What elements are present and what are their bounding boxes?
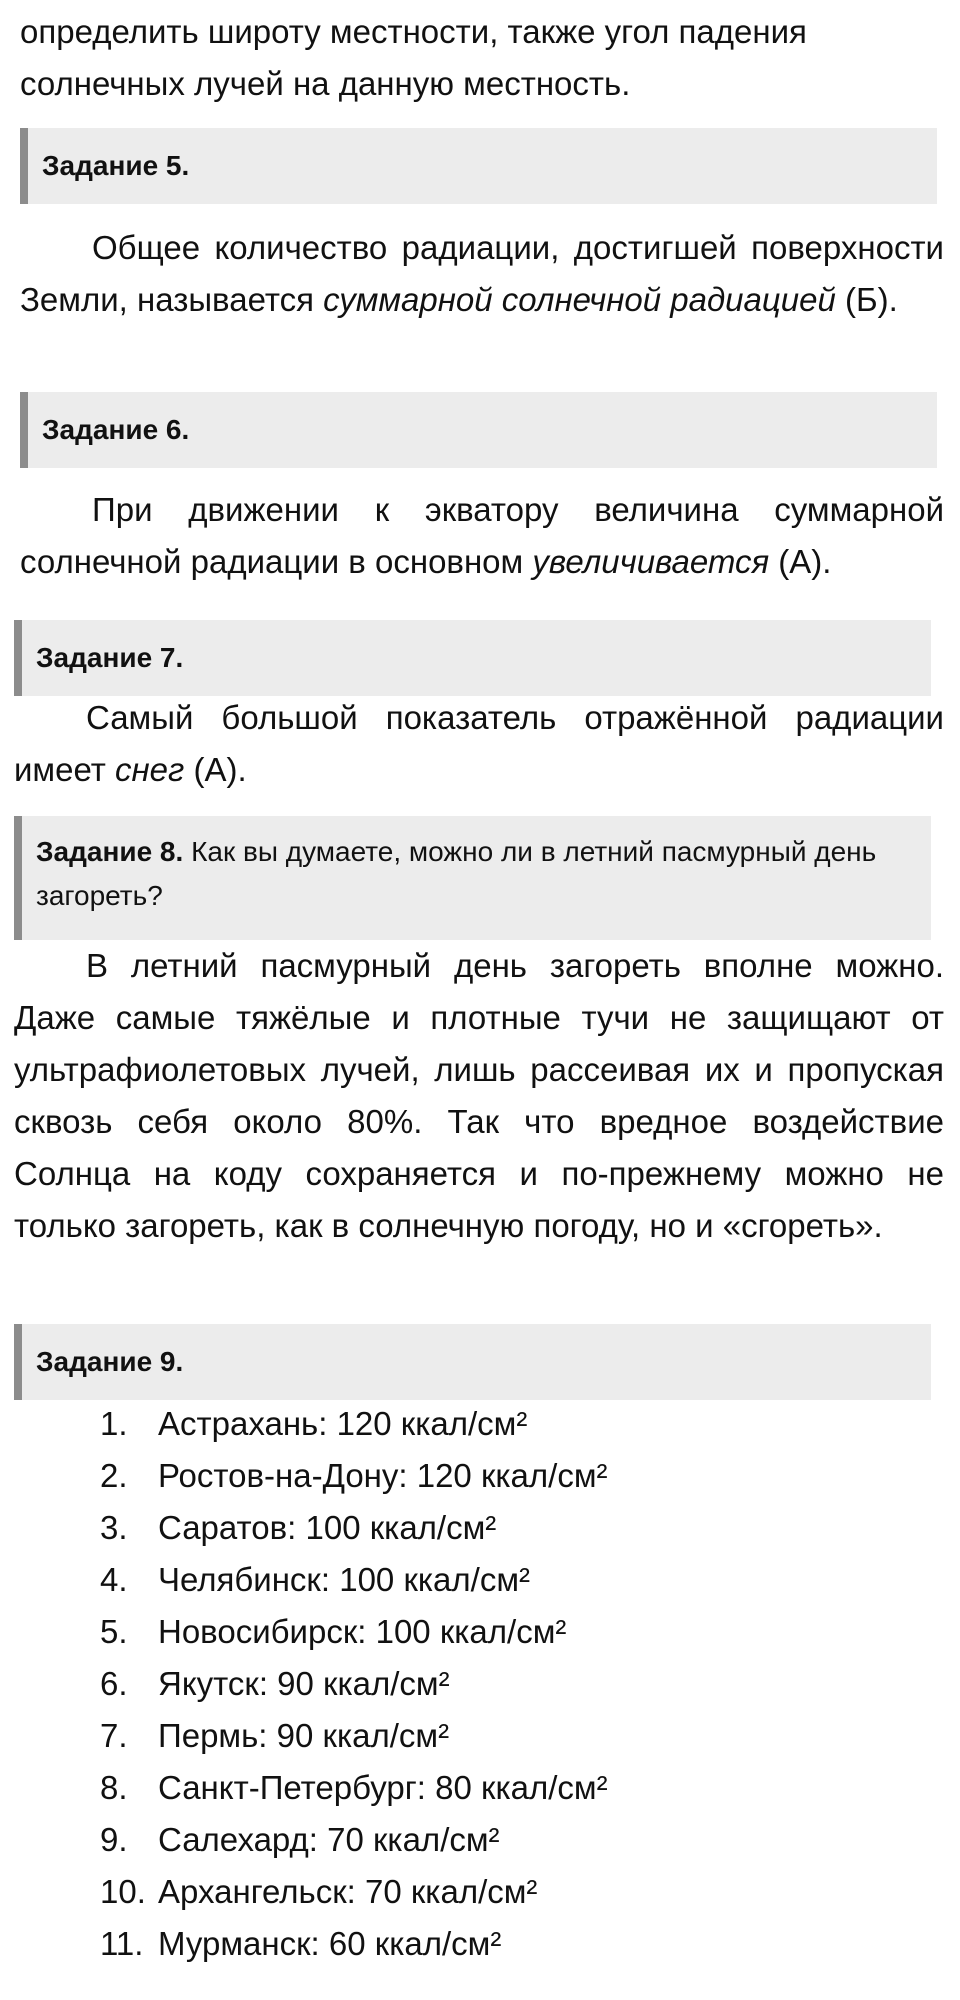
task-7-answer-option: (А). xyxy=(184,751,247,788)
task-5-answer-emphasis: суммарной солнечной радиацией xyxy=(323,281,836,318)
list-item-number: 2. xyxy=(100,1457,128,1494)
list-item-number: 11. xyxy=(100,1925,144,1962)
list-item-number: 1. xyxy=(100,1405,128,1442)
list-item-number: 5. xyxy=(100,1613,128,1650)
task-7-label: Задание 7. xyxy=(36,642,184,673)
list-item-text: Архангельск: 70 ккал/см² xyxy=(158,1873,538,1910)
list-item-number: 7. xyxy=(100,1717,128,1754)
task-7-header xyxy=(14,620,931,696)
list-item-text: Челябинск: 100 ккал/см² xyxy=(158,1561,530,1598)
task-7-answer-emphasis: снег xyxy=(115,751,185,788)
task-6-header xyxy=(20,392,937,468)
list-item-text: Салехард: 70 ккал/см² xyxy=(158,1821,500,1858)
list-item-number: 10. xyxy=(100,1873,146,1910)
list-item-number: 6. xyxy=(100,1665,128,1702)
intro-paragraph xyxy=(20,6,944,110)
list-item-text: Мурманск: 60 ккал/см² xyxy=(158,1925,502,1962)
task-5-answer xyxy=(20,222,944,326)
task-6-answer-option: (А). xyxy=(769,543,832,580)
list-item-text: Санкт-Петербург: 80 ккал/см² xyxy=(158,1769,608,1806)
list-item-text: Саратов: 100 ккал/см² xyxy=(158,1509,497,1546)
task-5-answer-text: Общее количество радиации, достигшей поверхности Земли, называется xyxy=(20,229,944,318)
task-7-answer xyxy=(14,692,944,796)
task-6-answer xyxy=(20,484,944,588)
task-6-answer-emphasis: увеличивается xyxy=(532,543,770,580)
list-item-number: 3. xyxy=(100,1509,128,1546)
task-6-label: Задание 6. xyxy=(42,414,190,445)
list-item-text: Якутск: 90 ккал/см² xyxy=(158,1665,450,1702)
list-item-number: 8. xyxy=(100,1769,128,1806)
task-8-label: Задание 8. xyxy=(36,836,184,867)
task-9-header xyxy=(14,1324,931,1400)
task-8-answer: В летний пасмурный день загореть вполне можно. Даже самые тяжёлые и плотные тучи не защищают от ультрафиолетовых лучей, лишь рассеивая их и пропуская сквозь себя около 80%. Так что вредное воздействие Солнца на коду сохраняется и по-прежнему можно не только загореть, как в солнечную погоду, но и «сгореть». xyxy=(14,947,944,1244)
intro-line-2: солнечных лучей на данную местность. xyxy=(20,65,631,102)
task-8-question: Как вы думаете, можно ли в летний пасмурный день загореть? xyxy=(36,836,877,911)
list-item-text: Пермь: 90 ккал/см² xyxy=(158,1717,450,1754)
task-5-answer-option: (Б). xyxy=(835,281,898,318)
task-7-answer-text: Самый большой показатель отражённой радиации имеет xyxy=(14,699,944,788)
list-item-number: 4. xyxy=(100,1561,128,1598)
intro-line-1: определить широту местности, также угол падения xyxy=(20,13,807,50)
list-item-text: Астрахань: 120 ккал/см² xyxy=(158,1405,528,1442)
list-item-text: Ростов-на-Дону: 120 ккал/см² xyxy=(158,1457,608,1494)
list-item-text: Новосибирск: 100 ккал/см² xyxy=(158,1613,567,1650)
list-item-number: 9. xyxy=(100,1821,128,1858)
task-5-header xyxy=(20,128,937,204)
task-6-answer-text: При движении к экватору величина суммарной солнечной радиации в основном xyxy=(20,491,944,580)
task-8-header xyxy=(14,816,931,940)
task-5-label: Задание 5. xyxy=(42,150,190,181)
task-9-label: Задание 9. xyxy=(36,1346,184,1377)
